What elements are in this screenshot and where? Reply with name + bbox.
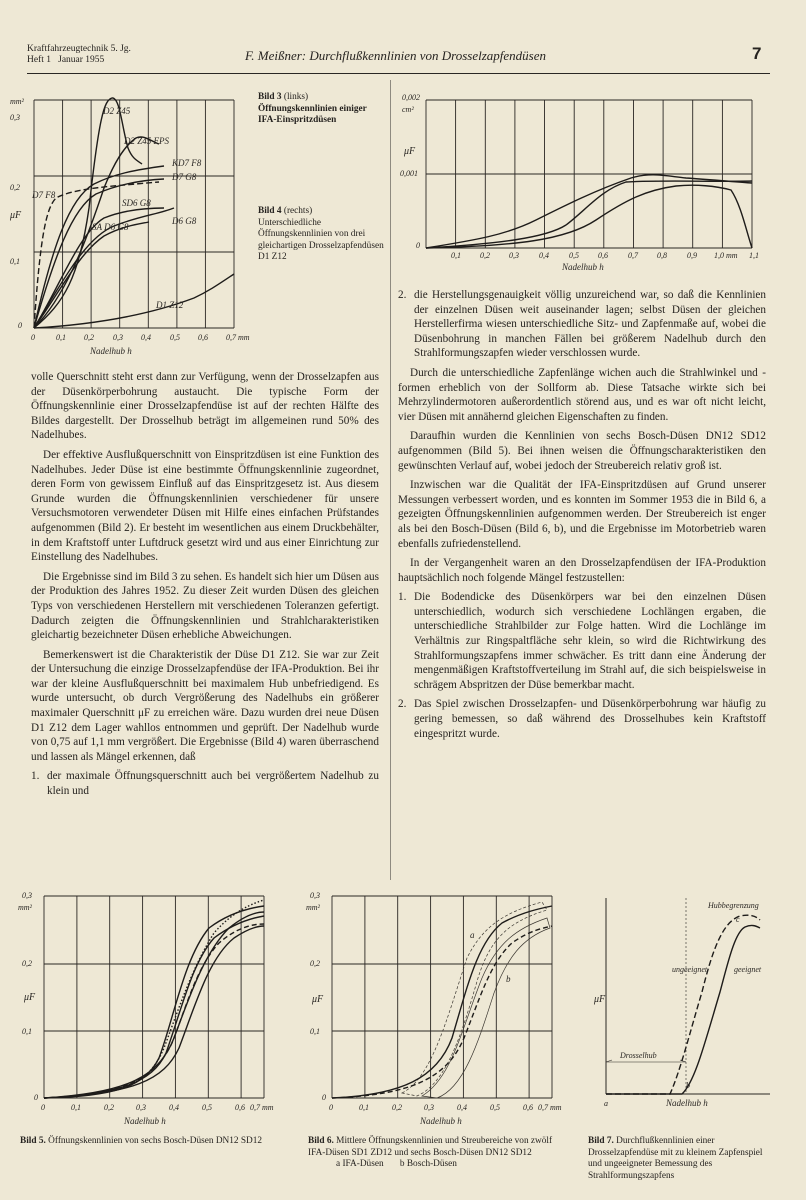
caption-bild5-text: Öffnungskennlinien von sechs Bosch-Düsen DN12 SD12: [48, 1136, 263, 1146]
label-d7f8: D7 F8: [32, 190, 56, 200]
caption-bild5: [20, 1136, 265, 1148]
xtick-bild5-5: 0,5: [202, 1103, 212, 1112]
curve-bild7-geeignet: [606, 925, 760, 1094]
running-title: F. Meißner: Durchflußkennlinien von Drosselzapfendüsen: [245, 48, 546, 63]
xtick-bild6-0: 0: [329, 1103, 333, 1112]
xaxis-bild3: [31, 333, 250, 356]
left-paragraph-1: volle Querschnitt steht erst dann zur Verfügung, wenn der Drosselzapfen aus der Düsenkörperbohrung austaucht. Die typische Form der Öffnungskennlinie einer Drosselzapfendüse ist auf der rechten Hälfte des Bildes dargestellt. Der Drosselhub beträgt im allgemeinen rund 50% des Nadelhubes.: [31, 371, 379, 442]
ylabel-bild3: μF: [10, 210, 22, 221]
yaxis-bild6: [306, 891, 326, 1102]
xtick-bild5-1: 0,1: [71, 1103, 81, 1112]
band-bild6-a: [402, 902, 550, 1098]
annotation-ungeeignet: ungeeignet: [672, 965, 708, 974]
right-paragraph-3: Inzwischen war die Qualität der IFA-Einspritzdüsen auf Grund unserer Messungen verbessert worden, und es konnten im Sommer 1953 die in Bild 6, a gezeigten Öffnungskennlinien aufgenommen werden. Der Streubereich ist enger als bei den Bosch-Düsen (Bild 6, b), und die Ergebnisse im Motorbetrieb waren ebenfalls zufriedenstellend.: [398, 479, 766, 550]
xtick-bild4-6: 0,6: [598, 251, 608, 260]
ytick-bild5-1: 0,1: [22, 1027, 32, 1036]
right-column-text: [398, 288, 766, 746]
xtick-bild5-3: 0,3: [136, 1103, 146, 1112]
xaxis-bild6: [329, 1103, 562, 1126]
xlabel-bild3: Nadelhub h: [90, 346, 132, 356]
journal-name: Kraftfahrzeugtechnik 5. Jg.: [27, 44, 131, 54]
page-number: 7: [752, 44, 762, 63]
xtick-bild3-4: 0,4: [141, 333, 151, 342]
list-text: Das Spiel zwischen Drosselzapfen- und Düsenkörperbohrung war häufig zu gering bemessen, so daß während des Drosselhubes kein Kraftstoff eingespritzt wurde.: [414, 698, 766, 740]
xtick-bild4-11: 1,1: [749, 251, 759, 260]
annotation-drosselhub: Drosselhub: [620, 1051, 657, 1060]
curves-bild4: [426, 175, 752, 248]
xtick-bild5-2: 0,2: [104, 1103, 114, 1112]
xtick-bild6-4: 0,4: [457, 1103, 467, 1112]
xtick-bild5-7: 0,7 mm: [250, 1103, 274, 1112]
list-number: 2.: [398, 289, 407, 301]
ylabel-bild7: μF: [594, 994, 606, 1005]
chart-bild4: [396, 90, 774, 280]
yaxis-bild5: [18, 891, 38, 1102]
xtick-bild4-5: 0,5: [569, 251, 579, 260]
xtick-bild6-7: 0,7 mm: [538, 1103, 562, 1112]
ytick-bild6-3: 0,3: [310, 891, 320, 900]
xtick-bild3-6: 0,6: [198, 333, 208, 342]
xtick-bild6-5: 0,5: [490, 1103, 500, 1112]
ytick-bild6-2: 0,2: [310, 959, 320, 968]
curve-d2z45: [34, 98, 142, 328]
label-d1z12: D1 Z12: [156, 300, 184, 310]
xtick-bild4-10: 1,0 mm: [714, 251, 738, 260]
header-rule: [27, 73, 770, 74]
ytick-bild3-3: 0,3: [10, 113, 20, 122]
right-paragraph-4: In der Vergangenheit waren an den Drosselzapfendüsen der IFA-Produktion hauptsächlich noch folgende Mängel festzustellen:: [398, 557, 766, 584]
yaxis-bild4: [400, 93, 420, 250]
y-unit-bild6: mm²: [306, 903, 320, 912]
caption-bild7-text: Durchflußkennlinien einer Drosselzapfendüse mit zu kleinem Zapfenspiel und ungeeigneter Bemessung des Strahlformungszapfens: [588, 1136, 763, 1181]
ytick-bild5-2: 0,2: [22, 959, 32, 968]
caption-bild6: [308, 1136, 568, 1171]
xtick-bild6-3: 0,3: [424, 1103, 434, 1112]
list-number: 1.: [398, 591, 407, 604]
xaxis-bild5: [41, 1103, 274, 1126]
ytick-bild5-3: 0,3: [22, 891, 32, 900]
ytick-bild6-0: 0: [322, 1093, 326, 1102]
label-d2z45: D2 Z45: [103, 106, 131, 116]
list-text: die Herstellungsgenauigkeit völlig unzureichend war, so daß die Kennlinien der einzelnen Düsen weit auseinander lagen; selbst Düsen der gleichen Herstellerfirma wiesen unterschiedliche Sitz- und Zapfenmaße auf, wobei die Düsenbohrung in manchen Fällen bei größerem Nadelhub durch den Strahlformungszapfen wieder verschlossen wurde.: [414, 289, 766, 360]
caption-bild3-text: Öffnungskennlinien einiger IFA-Einspritzdüsen: [258, 103, 367, 125]
caption-bild3: [258, 92, 386, 127]
label-kd7f8: KD7 F8: [172, 158, 202, 168]
label-d2z45fps: D2 Z45 FPS: [124, 136, 169, 146]
ytick-bild3-1: 0,1: [10, 257, 20, 266]
xtick-bild3-3: 0,3: [113, 333, 123, 342]
list-number: 1.: [31, 770, 40, 783]
caption-bild4-text: Unterschiedliche Öffnungskennlinien von drei gleichartigen Drosselzapfendüsen D1 Z12: [258, 217, 384, 262]
xtick-bild4-7: 0,7: [628, 251, 638, 260]
ylabel-bild4: μF: [404, 146, 416, 157]
xtick-bild6-6: 0,6: [523, 1103, 533, 1112]
caption-bild7-label: Bild 7.: [588, 1136, 614, 1146]
grid-bild6: [332, 896, 552, 1098]
caption-bild5-label: Bild 5.: [20, 1136, 46, 1146]
caption-bild7: [588, 1136, 778, 1182]
xtick-bild6-2: 0,2: [392, 1103, 402, 1112]
xtick-bild5-4: 0,4: [169, 1103, 179, 1112]
xlabel-bild6: Nadelhub h: [420, 1116, 462, 1126]
ytick-bild4-1: 0,001: [400, 169, 418, 178]
annotation-bild6-b: b: [506, 974, 511, 984]
ytick-bild3-2: 0,2: [10, 183, 20, 192]
issue-date: Januar 1955: [58, 55, 105, 65]
caption-bild3-sub: (links): [283, 92, 309, 102]
xtick-bild4-2: 0,2: [480, 251, 490, 260]
annotation-a: a: [604, 1099, 608, 1108]
xtick-bild5-6: 0,6: [235, 1103, 245, 1112]
y-unit-bild5: mm²: [18, 903, 32, 912]
caption-bild6-b: b Bosch-Düsen: [399, 1159, 457, 1169]
hatch-band-b: [422, 918, 550, 1098]
xlabel-bild5: Nadelhub h: [124, 1116, 166, 1126]
chart-bild5: [14, 888, 276, 1128]
xaxis-bild4: [451, 251, 759, 272]
list-text: Die Bodendicke des Düsenkörpers war bei den einzelnen Düsen unterschiedlich, wodurch sich verschiedene Lochlängen ergaben, die unterschiedliche Strahlbilder zur Folge hatten. Wird die Lochlänge im Verhältnis zur Ringspaltfläche sehr klein, so wird die Richtwirkung des Strahlformungszapfens immer schwächer. Es tritt dann eine Änderung der mengenmäßigen Kraftstoffverteilung im Strahl auf, die sich beispielsweise in schrägem Abspritzen der Düse bemerkbar macht.: [414, 591, 766, 691]
ylabel-bild6: μF: [312, 994, 324, 1005]
label-d6g8: D6 G8: [172, 216, 197, 226]
right-list-item-3: [398, 590, 766, 692]
annotation-b: b: [686, 1081, 690, 1090]
right-paragraph-1: Durch die unterschiedliche Zapfenlänge wichen auch die Strahlwinkel und -formen erheblich von der Sollform ab. Diese Tatsache wirkte sich bei Mehrzylindermotoren außerordentlich störend aus, und es war oft nicht leicht, vier Düsen mit annähernd gleichen Eigenschaften zu finden.: [398, 366, 766, 423]
xtick-bild4-4: 0,4: [539, 251, 549, 260]
xtick-bild6-1: 0,1: [359, 1103, 369, 1112]
curves-bild3: [34, 98, 234, 328]
xtick-bild3-0: 0: [31, 333, 35, 342]
caption-bild6-label: Bild 6.: [308, 1136, 334, 1146]
chart-bild3: [4, 88, 254, 366]
caption-bild3-label: Bild 3: [258, 92, 282, 102]
annotation-c: c: [736, 915, 740, 924]
xlabel-bild7: Nadelhub h: [666, 1098, 708, 1108]
left-paragraph-3: Die Ergebnisse sind im Bild 3 zu sehen. Es handelt sich hier um Düsen aus der Produktion des Jahres 1952. Zu dieser Zeit wurden Düsen des gleichen Typs von verschiedenen Herstellern mit verschiedenen Toleranzen gefertigt. Dadurch zeigten die Öffnungskennlinien und Strahlcharakteristiken gleichartig bezeichneter Düsen erhebliche Abweichungen.: [31, 570, 379, 642]
xlabel-bild4: Nadelhub h: [562, 262, 604, 272]
ytick-bild5-0: 0: [34, 1093, 38, 1102]
right-paragraph-2: Daraufhin wurden die Kennlinien von sechs Bosch-Düsen DN12 SD12 aufgenommen (Bild 5). Bei ihnen weisen die Öffnungscharakteristiken den gewünschten Verlauf auf, wobei jedoch der Streubereich relativ groß ist.: [398, 430, 766, 472]
labels-bild3: [31, 106, 202, 310]
xtick-bild4-3: 0,3: [509, 251, 519, 260]
annotation-geeignet: geeignet: [734, 965, 762, 974]
xtick-bild4-9: 0,9: [687, 251, 697, 260]
curve-bild4-2: [426, 181, 752, 248]
xtick-bild3-1: 0,1: [56, 333, 66, 342]
right-list-item-2: [398, 288, 766, 361]
ylabel-bild5: μF: [24, 992, 36, 1003]
left-paragraph-4: Bemerkenswert ist die Charakteristik der Düse D1 Z12. Sie war zur Zeit der Untersuchung die einzige Drosselzapfendüse der IFA-Produktion. Bei ihr war der kleine Ausflußquerschnitt bei maximalem Hub unbefriedigend. Es wurde untersucht, ob durch Vergrößerung des Nadelhubs ein größerer maximaler Querschnitt μF zu erreichen wäre. Dazu wurden drei neue Düsen D1 Z12 dem Lager wahllos entnommen und geprüft. Der Nadelhub wurde von 0,75 auf 1,1 mm vergrößert. Die Ergebnisse (Bild 4) waren überraschend und lassen als Mängel erkennen, daß: [31, 648, 379, 763]
y-unit-bild4: cm²: [402, 105, 414, 114]
left-list-item-1: [31, 769, 379, 798]
annotation-hubbegrenzung: Hubbegrenzung: [708, 901, 759, 910]
caption-bild6-a: a IFA-Düsen: [336, 1159, 384, 1169]
caption-bild4: [258, 206, 386, 264]
annotations-bild7: [593, 901, 762, 1108]
list-number: 2.: [398, 698, 407, 711]
curves-bild7: [606, 915, 760, 1094]
right-list-item-4: [398, 697, 766, 741]
caption-bild4-sub: (rechts): [283, 206, 313, 216]
chart-bild6: [302, 888, 564, 1128]
label-d7g8: D7 G8: [172, 172, 197, 182]
caption-bild6-text: Mittlere Öffnungskennlinien und Streubereiche von zwölf IFA-Düsen SD1 ZD12 und sechs Bosch-Düsen DN12 SD12: [308, 1136, 553, 1158]
xtick-bild4-8: 0,8: [657, 251, 667, 260]
journal-info: [27, 44, 131, 66]
ytick-bild3-0: 0: [18, 321, 22, 330]
grid-bild4: [426, 100, 752, 248]
xtick-bild5-0: 0: [41, 1103, 45, 1112]
xtick-bild3-2: 0,2: [84, 333, 94, 342]
left-paragraph-2: Der effektive Ausflußquerschnitt von Einspritzdüsen ist eine Funktion des Nadelhubes. Jeder Düse ist eine bestimmte Öffnungskennlinie zugeordnet, deren Form von gewissem Einfluß auf das Einspritzgesetz ist. Aus diesem Grunde wurden die Öffnungskennlinien verschiedener für unsere Versuchsmotoren verwendeter Düsen mit Hilfe eines einfachen Prüfstandes aufgenommen (Bild 2). Er besteht im wesentlichen aus einem Druckbehälter, in dem Kraftstoff unter Luftdruck gesetzt wird und aus einer Einrichtung zur Einstellung des Nadelhubes.: [31, 448, 379, 564]
scatter-band-a: [402, 902, 547, 1096]
list-text: der maximale Öffnungsquerschnitt auch bei vergrößertem Nadelhub zu klein und: [47, 770, 379, 798]
ytick-bild4-0: 0: [416, 241, 420, 250]
label-sad6g8: SA D6 G8: [92, 222, 129, 232]
label-sd6g8: SD6 G8: [122, 198, 151, 208]
caption-bild4-label: Bild 4: [258, 206, 282, 216]
xtick-bild3-5: 0,5: [170, 333, 180, 342]
xtick-bild4-1: 0,1: [451, 251, 461, 260]
column-divider: [390, 80, 391, 880]
yaxis-bild3: [9, 97, 25, 330]
y-unit-bild3: mm²: [10, 97, 24, 106]
ytick-bild4-2: 0,002: [402, 93, 420, 102]
curve-bild7-ungeeignet: [606, 915, 760, 1094]
left-column-text: [31, 370, 379, 804]
xtick-bild3-7: 0,7 mm: [226, 333, 250, 342]
ytick-bild6-1: 0,1: [310, 1027, 320, 1036]
issue-number: Heft 1: [27, 55, 52, 65]
annotation-bild6-a: a: [470, 930, 475, 940]
chart-bild7: [590, 892, 786, 1122]
